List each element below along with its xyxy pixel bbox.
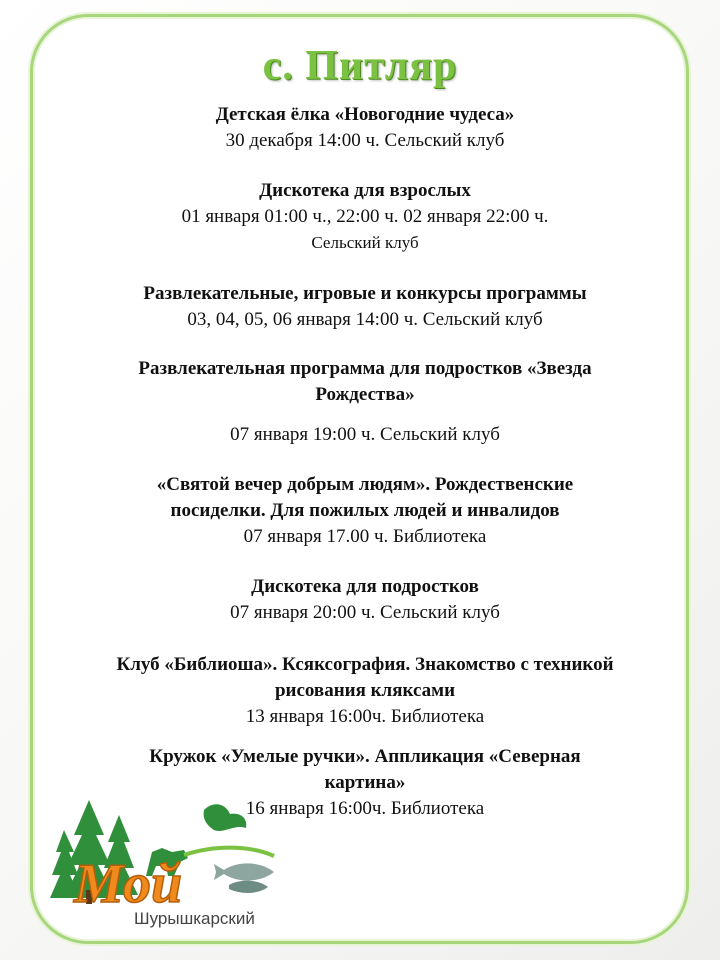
event-title: Дискотека для подростков — [251, 576, 479, 597]
event-details: 16 января 16:00ч. Библиотека — [245, 798, 485, 819]
bird-icon — [204, 804, 247, 831]
event-1 — [40, 102, 690, 154]
event-4 — [40, 356, 690, 448]
event-details: 03, 04, 05, 06 января 14:00 ч. Сельский клуб — [187, 309, 543, 330]
event-title-line1: «Святой вечер добрым людям». Рождественские — [156, 474, 574, 495]
event-title-line2: рисования кляксами — [274, 680, 456, 701]
event-title-line1: Развлекательная программа для подростков «Звезда — [138, 358, 592, 379]
event-title-line1: Кружок «Умелые ручки». Аппликация «Северная — [149, 746, 581, 767]
event-details: 07 января 19:00 ч. Сельский клуб — [230, 424, 500, 445]
fish-icon — [214, 863, 274, 880]
event-2 — [40, 178, 690, 256]
event-5 — [40, 472, 690, 550]
event-7 — [40, 652, 690, 730]
event-details: 07 января 20:00 ч. Сельский клуб — [230, 602, 500, 623]
event-details: 13 января 16:00ч. Библиотека — [245, 706, 485, 727]
event-details: 01 января 01:00 ч., 22:00 ч. 02 января 22:00 ч. — [181, 206, 549, 227]
logo-sub-text: Шурышкарский — [134, 909, 255, 928]
event-title: Дискотека для взрослых — [259, 180, 471, 201]
event-details: 30 декабря 14:00 ч. Сельский клуб — [225, 130, 505, 151]
event-3 — [40, 281, 690, 333]
event-title-line2: Рождества» — [315, 384, 415, 405]
logo-moi-shuryshkarsky — [34, 790, 284, 930]
page-title: с. Питляр — [262, 43, 458, 89]
event-title: Детская ёлка «Новогодние чудеса» — [215, 104, 515, 125]
event-title-line2: картина» — [324, 772, 406, 793]
logo-main-text: Мой — [74, 853, 183, 915]
event-6 — [40, 574, 690, 626]
event-title-line1: Клуб «Библиоша». Ксяксография. Знакомство с техникой — [116, 654, 614, 675]
event-details: 07 января 17.00 ч. Библиотека — [243, 526, 487, 547]
event-title-line2: посиделки. Для пожилых людей и инвалидов — [170, 500, 560, 521]
event-title: Развлекательные, игровые и конкурсы программы — [143, 283, 587, 304]
event-details-extra: Сельский клуб — [311, 233, 419, 252]
